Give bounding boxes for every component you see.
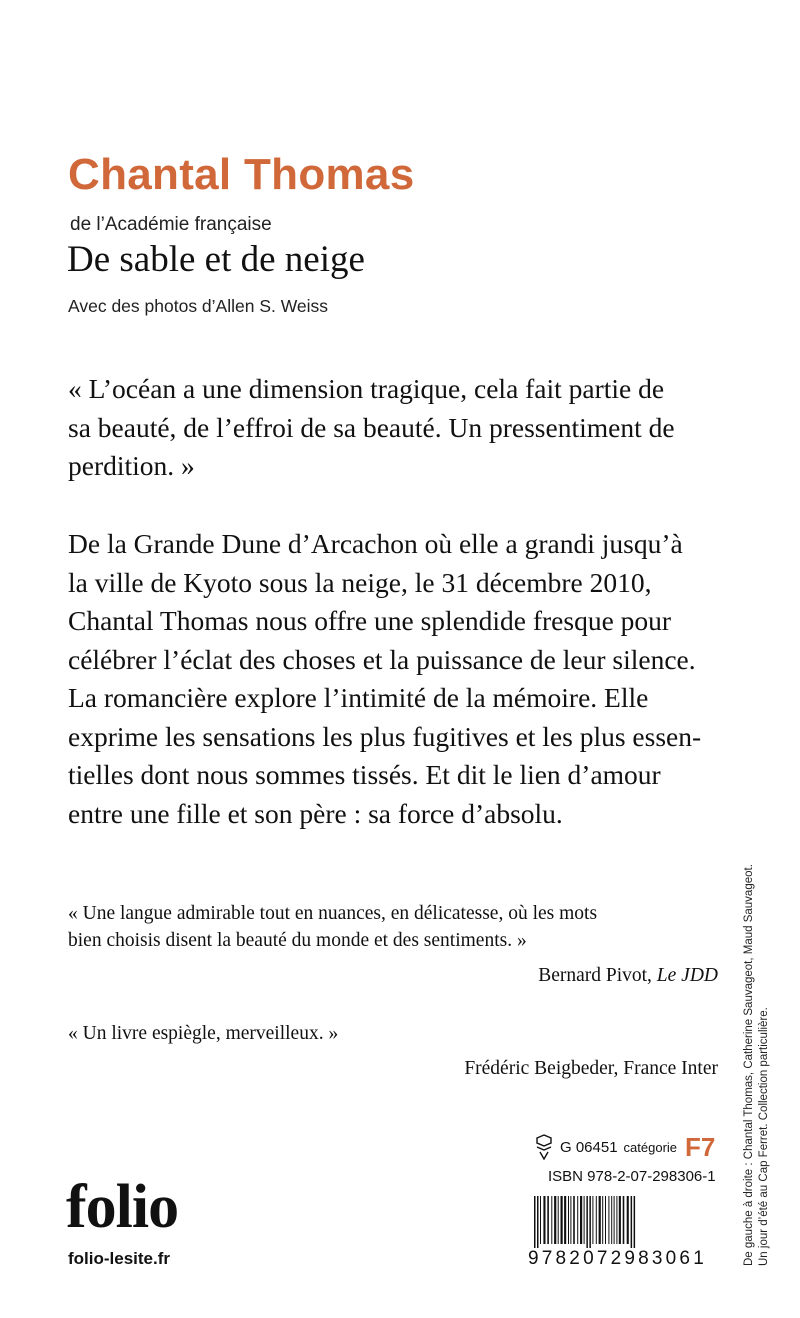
barcode-bar: [602, 1196, 603, 1244]
barcode-bar: [554, 1196, 556, 1244]
gallimard-emblem-icon: [534, 1134, 554, 1160]
barcode-bar: [619, 1196, 621, 1244]
barcode-bar: [558, 1196, 559, 1244]
blurb-line: entre une fille et son père : sa force d’absolu.: [68, 797, 563, 829]
review-line: « Un livre espiègle, merveilleux. »: [68, 1023, 339, 1044]
photo-credit-line: De gauche à droite : Chantal Thomas, Catherine Sauvageot, Maud Sauvageot.: [743, 864, 755, 1266]
blurb-line: La romancière explore l’intimité de la mémoire. Elle: [68, 682, 649, 713]
barcode-bar: [561, 1196, 563, 1244]
barcode-number: 9782072983061: [528, 1248, 707, 1269]
review-beigbeder: [68, 1020, 718, 1082]
barcode-bars: [528, 1196, 714, 1248]
quote-line: « L’océan a une dimension tragique, cela fait partie de: [68, 373, 665, 404]
blurb-paragraph: [68, 525, 718, 833]
blurb-line: De la Grande Dune d’Arcachon où elle a grandi jusqu’à: [68, 528, 683, 559]
barcode-bar: [584, 1196, 585, 1244]
barcode-bar: [611, 1196, 612, 1244]
photo-credit-line: Un jour d’été au Cap Ferret. Collection particulière.: [758, 1007, 770, 1266]
barcode-bar: [551, 1196, 552, 1244]
barcode-bar: [634, 1196, 636, 1248]
quote-line: sa beauté, de l’effroi de sa beauté. Un pressentiment de: [68, 411, 675, 443]
barcode-bar: [614, 1196, 615, 1244]
folio-logo: folio: [66, 1173, 179, 1241]
review-line: « Une langue admirable tout en nuances, en délicatesse, où les mots: [68, 903, 598, 924]
barcode-bar: [627, 1196, 629, 1244]
opening-quote: [68, 370, 718, 486]
barcode-bar: [616, 1196, 617, 1244]
barcode-bar: [543, 1196, 545, 1244]
barcode-bar: [580, 1196, 582, 1244]
barcode-bar: [534, 1196, 536, 1248]
photo-credit-vertical: [742, 840, 776, 1266]
barcode-bar: [592, 1196, 593, 1244]
barcode-bar: [605, 1196, 606, 1244]
barcode-bar: [547, 1196, 549, 1244]
review-line: bien choisis disent la beauté du monde et des sentiments. »: [68, 930, 527, 951]
publisher-website: folio-lesite.fr: [68, 1249, 171, 1268]
barcode-bar: [586, 1196, 588, 1248]
review-source: Le JDD: [656, 965, 718, 986]
category-badge: F7: [685, 1131, 716, 1162]
review-attribution: [68, 962, 718, 989]
blurb-line: célébrer l’éclat des choses et la puissance de leur silence.: [68, 643, 696, 675]
barcode-bar: [568, 1196, 569, 1244]
barcode-bar: [573, 1196, 575, 1244]
barcode-bar: [631, 1196, 633, 1248]
barcode-bar: [540, 1196, 541, 1244]
blurb-line: la ville de Kyoto sous la neige, le 31 décembre 2010,: [68, 566, 652, 598]
barcode-bar: [596, 1196, 597, 1244]
blurb-line: Chantal Thomas nous offre une splendide fresque pour: [68, 605, 672, 636]
blurb-line: exprime les sensations les plus fugitives et les plus essen-: [68, 720, 702, 752]
author-academy: de l’Académie française: [70, 214, 272, 235]
barcode-bar: [599, 1196, 601, 1244]
photo-credit-line: Avec des photos d’Allen S. Weiss: [68, 296, 329, 316]
barcode-bar: [589, 1196, 591, 1248]
book-title: De sable et de neige: [67, 239, 365, 280]
catalog-code: G 06451: [560, 1138, 618, 1156]
review-pivot: [68, 900, 718, 989]
quote-line: perdition. »: [68, 450, 195, 481]
category-label: catégorie: [623, 1139, 678, 1155]
barcode-bar: [608, 1196, 609, 1244]
barcode-bar: [537, 1196, 539, 1248]
barcode-bar: [564, 1196, 566, 1244]
catalog-row: [534, 1132, 715, 1162]
review-author: Frédéric Beigbeder, France Inter: [464, 1058, 718, 1079]
blurb-line: tielles dont nous sommes tissés. Et dit le lien d’amour: [68, 759, 661, 790]
author-name: Chantal Thomas: [68, 150, 415, 199]
review-author: Bernard Pivot,: [538, 965, 657, 986]
barcode-bar: [623, 1196, 625, 1244]
isbn: ISBN 978-2-07-298306-1: [548, 1168, 716, 1185]
barcode-bar: [570, 1196, 571, 1244]
barcode-bar: [577, 1196, 578, 1244]
